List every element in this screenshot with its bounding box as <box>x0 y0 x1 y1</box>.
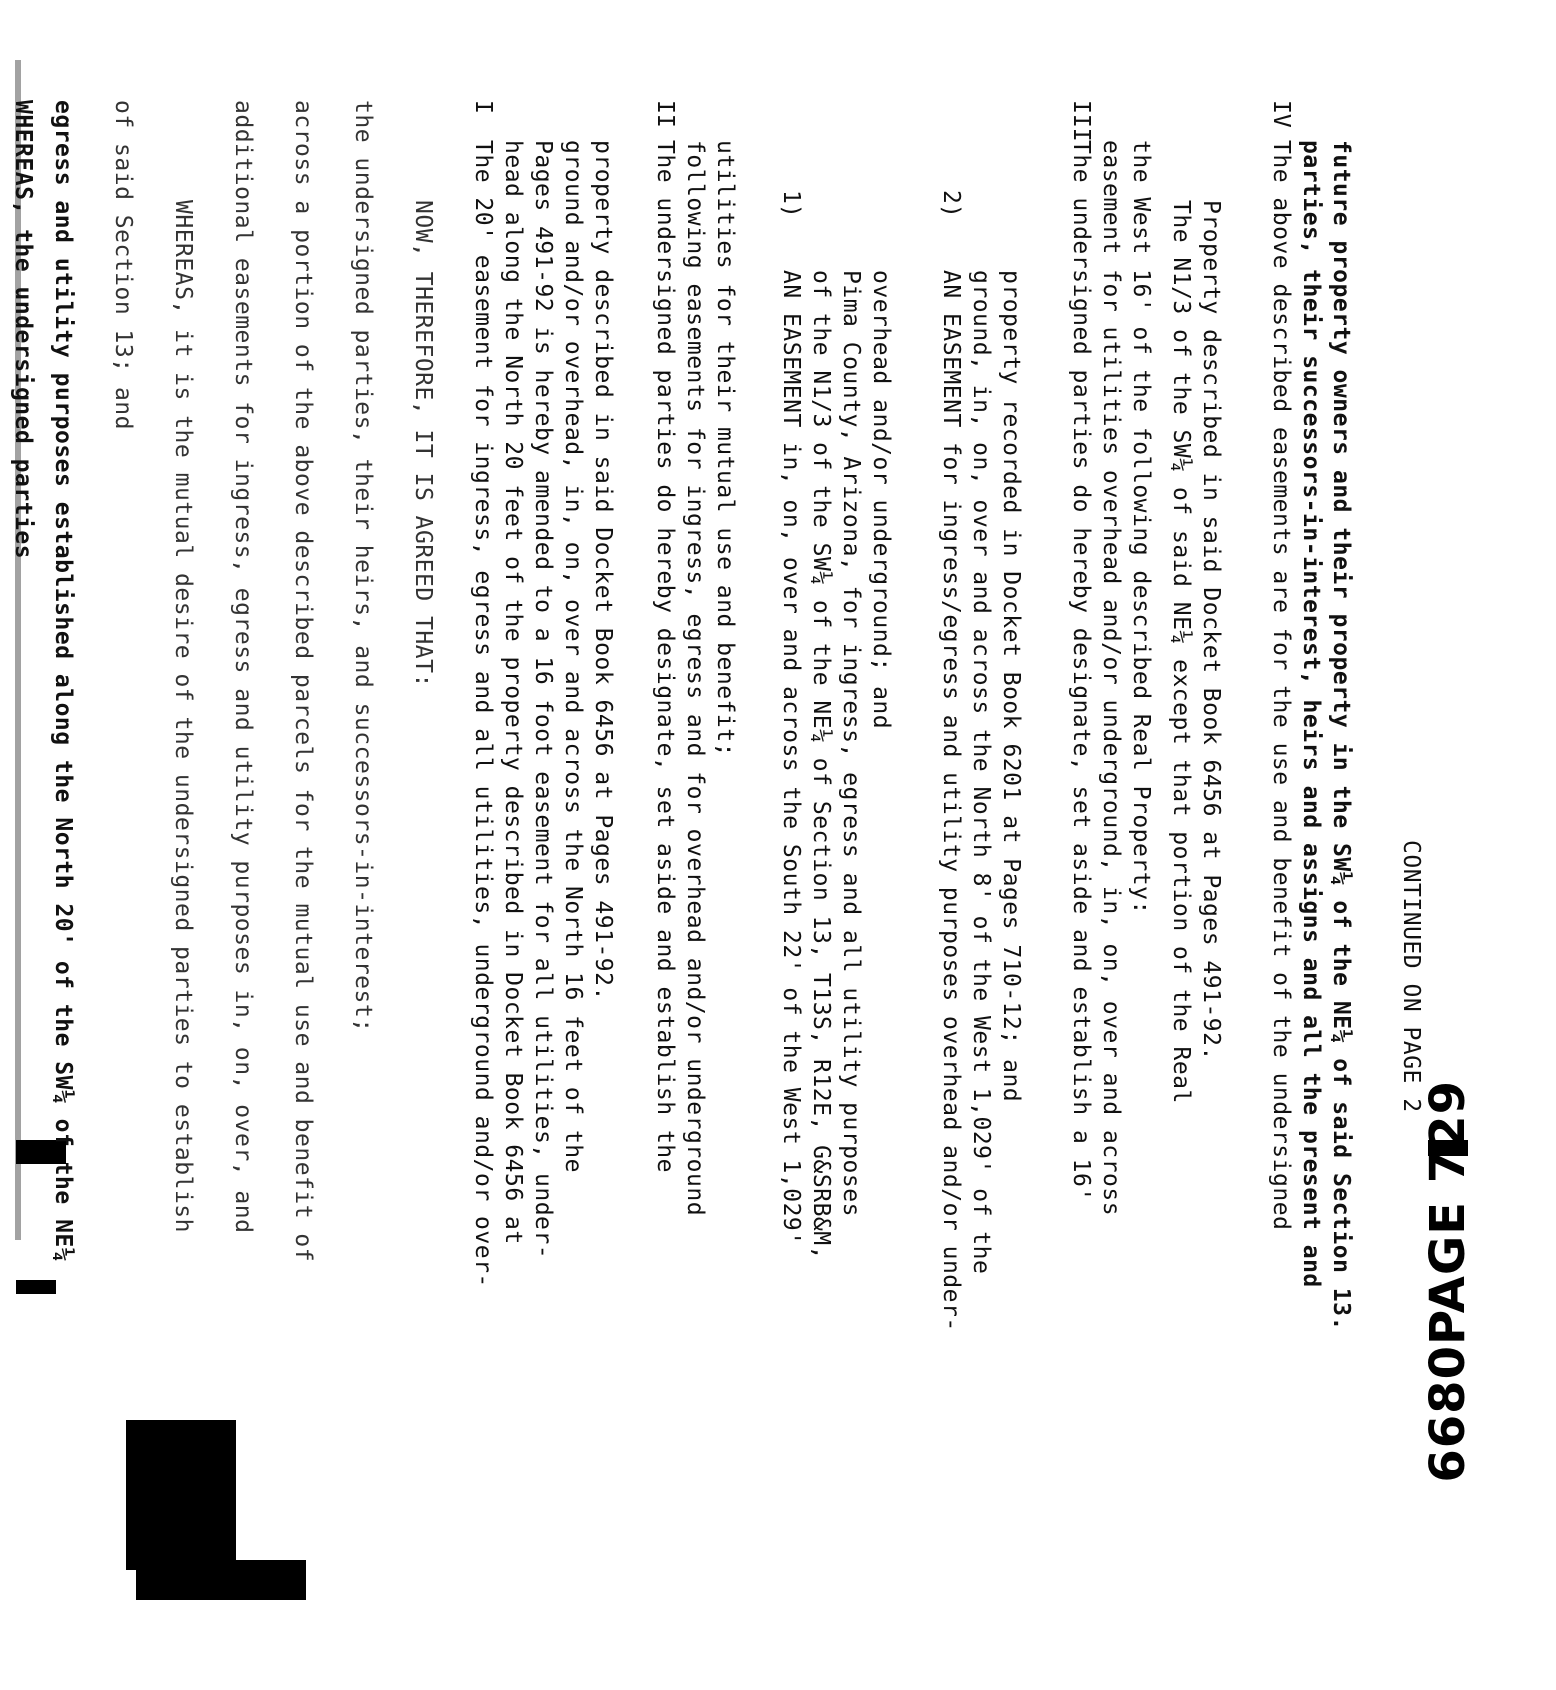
section-line: head along the North 20 feet of the property described in Docket Book 6456 at <box>500 140 526 1245</box>
section-line: The above described easements are for the use and benefit of the undersigned <box>1268 140 1294 1231</box>
body-line: NOW, THEREFORE, IT IS AGREED THAT: <box>410 200 436 688</box>
body-line: additional easements for ingress, egress and utility purposes in, on, over, and <box>230 100 256 1234</box>
section-line: parties, their successors-in-interest, heirs and assigns and all the present and <box>1298 140 1324 1288</box>
continued-note: CONTINUED ON PAGE 2 <box>1398 840 1424 1113</box>
scan-block <box>16 1280 56 1294</box>
item-line: property recorded in Docket Book 6201 at Pages 710-12; and <box>998 270 1024 1103</box>
item-line: AN EASEMENT for ingress/egress and utility purposes overhead and/or under- <box>938 270 964 1332</box>
item-line: overhead and/or underground; and <box>868 270 894 730</box>
section-line: The undersigned parties do hereby designate, set aside and establish the <box>652 140 678 1173</box>
section-line: future property owners and their property in the SW¼ of the NE¼ of said Section 13. <box>1328 140 1354 1331</box>
scan-block <box>126 1420 236 1570</box>
section-number: IV <box>1268 100 1294 128</box>
docket-stamp: 6680PAGE 729 <box>1420 1080 1476 1483</box>
body-line: across a portion of the above described parcels for the mutual use and benefit of <box>290 100 316 1263</box>
section-line: ground and/or overhead, in, on, over and across the North 16 feet of the <box>560 140 586 1173</box>
item-line: AN EASEMENT in, on, over and across the South 22' of the West 1,029' <box>778 270 804 1246</box>
section-subline: The N1/3 of the SW¼ of said NE¼ except that portion of the Real <box>1168 200 1194 1104</box>
body-line: the undersigned parties, their heirs, and successors-in-interest; <box>350 100 376 1033</box>
section-number: III <box>1068 100 1094 142</box>
section-number: I <box>470 100 496 114</box>
section-line: easement for utilities overhead and/or underground, in, on, over and across <box>1098 140 1124 1217</box>
body-line: egress and utility purposes established along the North 20' of the SW¼ of the NE¼ <box>50 100 76 1263</box>
scan-block <box>136 1560 306 1600</box>
section-line: property described in said Docket Book 6456 at Pages 491-92. <box>590 140 616 1001</box>
item-line: Pima County, Arizona, for ingress, egress and all utility purposes <box>838 270 864 1217</box>
section-line: following easements for ingress, egress and for overhead and/or underground <box>682 140 708 1217</box>
section-line: The 20' easement for ingress, egress and all utilities, underground and/or over- <box>470 140 496 1288</box>
section-line: Pages 491-92 is hereby amended to a 16 foot easement for all utilities, under- <box>530 140 556 1260</box>
item-line: of the N1/3 of the SW¼ of the NE¼ of Section 13, T13S, R12E, G&SRB&M, <box>808 270 834 1260</box>
body-line: WHEREAS, it is the mutual desire of the undersigned parties to establish <box>170 200 196 1233</box>
section-line: the West 16' of the following described Real Property: <box>1128 140 1154 915</box>
item-number: 1) <box>778 190 804 218</box>
section-line: The undersigned parties do hereby designate, set aside and establish a 16' <box>1068 140 1094 1202</box>
item-number: 2) <box>938 190 964 218</box>
header-line: WHEREAS, the undersigned parties <box>10 100 36 560</box>
section-subline: Property described in said Docket Book 6456 at Pages 491-92. <box>1198 200 1224 1061</box>
section-line: utilities for their mutual use and benefit; <box>712 140 738 757</box>
section-number: II <box>652 100 678 128</box>
body-line: of said Section 13; and <box>110 100 136 430</box>
item-line: ground, in, on, over and across the North 8' of the West 1,029' of the <box>968 270 994 1275</box>
